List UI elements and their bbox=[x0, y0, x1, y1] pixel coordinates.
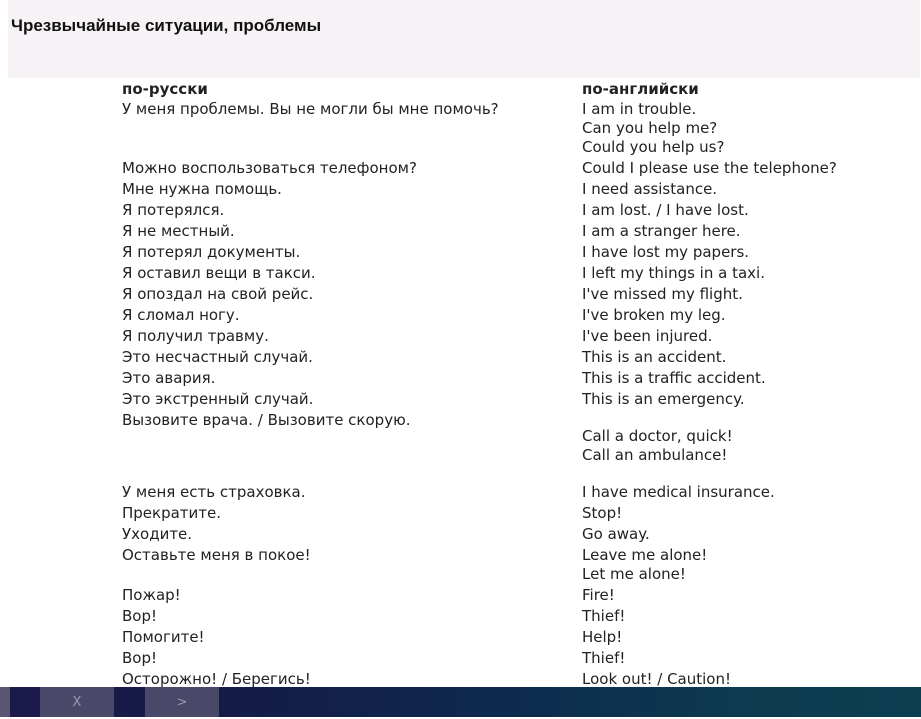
english-phrase: Stop! bbox=[582, 504, 623, 522]
russian-phrase: Можно воспользоваться телефоном? bbox=[122, 159, 417, 177]
column-header-russian: по-русски bbox=[122, 80, 208, 98]
russian-phrase: Это экстренный случай. bbox=[122, 390, 314, 408]
english-phrase: I am lost. / I have lost. bbox=[582, 201, 749, 219]
english-phrase: I am in trouble. Can you help me? Could you help us? bbox=[582, 100, 725, 156]
russian-phrase: Помогите! bbox=[122, 628, 205, 646]
russian-phrase: Я опоздал на свой рейс. bbox=[122, 285, 314, 303]
russian-phrase: Уходите. bbox=[122, 525, 193, 543]
russian-phrase: Это авария. bbox=[122, 369, 216, 387]
english-phrase: I have lost my papers. bbox=[582, 243, 750, 261]
english-phrase: Leave me alone! Let me alone! bbox=[582, 546, 708, 583]
russian-phrase: У меня есть страховка. bbox=[122, 483, 306, 501]
english-phrase: I've missed my flight. bbox=[582, 285, 743, 303]
english-phrase: Go away. bbox=[582, 525, 650, 543]
english-phrase: Thief! bbox=[582, 607, 626, 625]
column-header-english: по-английски bbox=[582, 80, 699, 98]
english-phrase: I need assistance. bbox=[582, 180, 718, 198]
english-phrase: I've been injured. bbox=[582, 327, 713, 345]
russian-phrase: Я получил травму. bbox=[122, 327, 269, 345]
russian-phrase: Я потерял документы. bbox=[122, 243, 301, 261]
russian-phrase: Вызовите врача. / Вызовите скорую. bbox=[122, 411, 411, 429]
english-phrase: This is an emergency. bbox=[582, 390, 745, 408]
english-phrase: I am a stranger here. bbox=[582, 222, 741, 240]
russian-phrase: Это несчастный случай. bbox=[122, 348, 313, 366]
russian-phrase: Пожар! bbox=[122, 586, 181, 604]
close-button[interactable]: X bbox=[40, 687, 114, 717]
russian-phrase: Мне нужна помощь. bbox=[122, 180, 282, 198]
english-phrase: I have medical insurance. bbox=[582, 483, 775, 501]
english-phrase: I left my things in a taxi. bbox=[582, 264, 765, 282]
russian-phrase: Прекратите. bbox=[122, 504, 222, 522]
english-phrase: Fire! bbox=[582, 586, 615, 604]
english-phrase: Look out! / Caution! bbox=[582, 670, 731, 687]
russian-phrase: Вор! bbox=[122, 607, 158, 625]
russian-phrase: Я потерялся. bbox=[122, 201, 225, 219]
next-button[interactable]: > bbox=[145, 687, 219, 717]
english-phrase: Help! bbox=[582, 628, 623, 646]
russian-phrase: Я сломал ногу. bbox=[122, 306, 240, 324]
english-phrase: This is a traffic accident. bbox=[582, 369, 766, 387]
english-phrase: I've broken my leg. bbox=[582, 306, 726, 324]
russian-phrase: Вор! bbox=[122, 649, 158, 667]
bottom-navigation-bar bbox=[0, 687, 921, 717]
english-phrase: Could I please use the telephone? bbox=[582, 159, 837, 177]
bottom-bar-edge bbox=[0, 687, 10, 717]
phrase-table bbox=[0, 78, 921, 687]
russian-phrase: Я не местный. bbox=[122, 222, 235, 240]
russian-phrase: Осторожно! / Берегись! bbox=[122, 670, 311, 687]
english-phrase: Call a doctor, quick! Call an ambulance! bbox=[582, 427, 733, 464]
english-phrase: Thief! bbox=[582, 649, 626, 667]
english-phrase: This is an accident. bbox=[582, 348, 727, 366]
russian-phrase: Оставьте меня в покое! bbox=[122, 546, 311, 564]
header-bar bbox=[8, 0, 920, 78]
russian-phrase: Я оставил вещи в такси. bbox=[122, 264, 316, 282]
page-title: Чрезвычайные ситуации, проблемы bbox=[11, 16, 322, 35]
russian-phrase: У меня проблемы. Вы не могли бы мне помочь? bbox=[122, 100, 499, 118]
